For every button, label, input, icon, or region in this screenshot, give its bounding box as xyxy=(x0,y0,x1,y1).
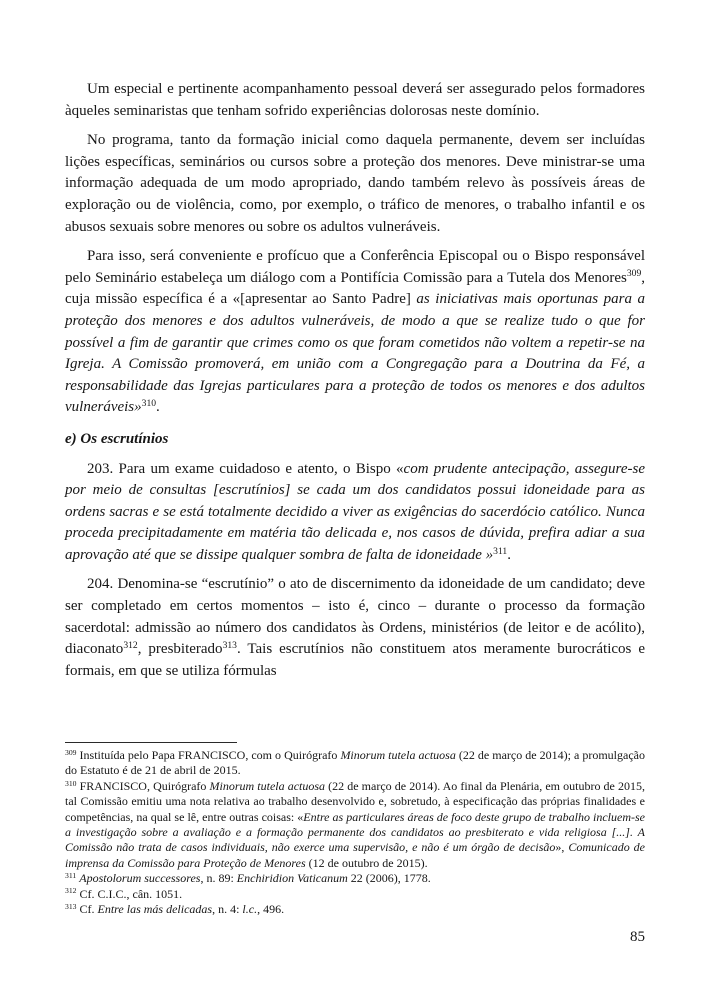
footnote-marker: 313 xyxy=(222,639,237,651)
text-run: », xyxy=(555,840,569,855)
text-run: , cuja missão específica é a «[apresentar ao Santo Padre] xyxy=(65,269,645,308)
paragraph xyxy=(65,246,645,419)
text-run: com prudente antecipação, assegure-se por meio de consultas [escrutínios] se cada um dos candidatos possui idoneidade para as ordens sacras e se está totalmente decidido a viver as exigências do sacerdócio católico. Nunca proceda precipitadamente em matéria tão delicada e, nos casos de dúvida, prefira adiar a sua aprovação até que se dissipe qualquer sombra de falta de idoneidade » xyxy=(65,460,645,563)
text-run: . Tais escrutínios não constituem atos meramente burocráticos e formais, em que se utiliza fórmulas xyxy=(65,641,645,679)
footnote xyxy=(65,779,645,871)
text-run: e) Os escrutínios xyxy=(65,430,169,447)
text-run: Enchiridion Vaticanum xyxy=(236,871,348,886)
text-run: l.c. xyxy=(242,902,258,917)
text-run: Um especial e pertinente acompanhamento pessoal deverá ser assegurado pelos formadores àqueles seminaristas que tenham sofrido experiências dolorosas neste domínio. xyxy=(65,81,645,119)
text-run: , n. 4: xyxy=(212,902,243,917)
text-run: Entre las más delicadas xyxy=(97,902,213,917)
footnote-marker: 312 xyxy=(65,886,77,896)
footnote xyxy=(65,871,645,886)
footnote-marker: 311 xyxy=(65,871,77,881)
text-run: Comunicado de imprensa da Comissão para Proteção de Menores xyxy=(65,840,646,870)
footnote-marker: 310 xyxy=(141,398,157,410)
footnote-section xyxy=(65,742,645,917)
text-run: Minorum tutela actuosa xyxy=(209,778,326,793)
paragraph xyxy=(65,130,645,238)
footnote xyxy=(65,748,645,779)
text-run: Para isso, será conveniente e profícuo que a Conferência Episcopal ou o Bispo responsável pelo Seminário estabeleça um diálogo com a Pontifícia Comissão para a Tutela dos Menores xyxy=(65,248,645,286)
text-run: Entre as particulares áreas de foco deste grupo de trabalho incluem-se a investigação sobre a avaliação e a formação permanente dos candidatos ao presbiterato e vida religiosa [...]. A Comissão não trata de casos individuais, não exerce uma supervisão, e não é um órgão de decisão xyxy=(65,809,646,855)
text-run: , 496. xyxy=(257,902,285,917)
footnote-marker: 312 xyxy=(123,639,138,651)
text-run: (22 de março de 2014). Ao final da Plenária, em outubro de 2015, tal Comissão emitiu uma nota relativa ao trabalho desenvolvido e, sobretudo, à especificação das próprias finalidades e competências, na qual se lê, entre outras coisas: « xyxy=(65,778,645,824)
text-run: 203. Para um exame cuidadoso e atento, o Bispo « xyxy=(87,460,404,477)
footnote-list xyxy=(65,748,645,917)
text-run: Minorum tutela actuosa xyxy=(340,748,456,762)
text-run: , n. 89: xyxy=(200,871,237,886)
text-run: 204. Denomina-se “escrutínio” o ato de discernimento da idoneidade de um candidato; deve ser completado em certos momentos – isto é, cinco – durante o processo da formação sacerdotal: admissão ao número dos candidatos às Ordens, ministérios (de leitor e de acólito), diaconato xyxy=(65,576,645,658)
paragraph xyxy=(65,574,645,682)
paragraph xyxy=(65,459,645,567)
text-run: , presbiterado xyxy=(137,641,223,658)
text-run: FRANCISCO, Quirógrafo xyxy=(76,778,210,793)
text-run: Cf. xyxy=(76,902,98,917)
text-run: (22 de março de 2014); a promulgação do Estatuto é de 21 de abril de 2015. xyxy=(65,748,645,778)
text-run: Apostolorum successores xyxy=(79,871,201,886)
text-run: Instituída pelo Papa FRANCISCO, com o Quirógrafo xyxy=(76,748,341,762)
footnote xyxy=(65,902,645,917)
footnote-marker: 313 xyxy=(65,901,77,911)
text-run: No programa, tanto da formação inicial como daquela permanente, devem ser incluídas lições específicas, seminários ou cursos sobre a proteção dos menores. Deve ministrar-se uma informação adequada de um modo apropriado, dando também relevo às possíveis áreas de exploração ou de violência, como, por exemplo, o tráfico de menores, o trabalho infantil e os abusos sexuais sobre menores ou sobre os adultos vulneráveis. xyxy=(65,132,645,235)
body-text xyxy=(65,79,645,690)
footnote-marker: 309 xyxy=(65,747,77,757)
paragraph xyxy=(65,79,645,122)
footnote xyxy=(65,887,645,902)
page-number: 85 xyxy=(630,929,645,945)
footnote-marker: 310 xyxy=(65,778,77,788)
text-run: (12 de outubro de 2015). xyxy=(305,855,428,870)
footnote-separator xyxy=(65,742,237,743)
text-run: as iniciativas mais oportunas para a proteção dos menores e dos adultos vulneráveis, de modo a que se realize tudo o que for possível a fim de garantir que crimes como os que foram cometidos não voltem a repetir-se na Igreja. A Comissão promoverá, em união com a Congregação para a Doutrina da Fé, a responsabilidade das Igrejas particulares para a proteção de todos os menores e dos adultos vulneráveis» xyxy=(65,291,645,416)
text-run: 22 (2006), 1778. xyxy=(347,871,431,886)
section-heading xyxy=(65,429,645,451)
footnote-marker: 311 xyxy=(493,545,508,557)
text-run: Cf. C.I.C., cân. 1051. xyxy=(76,886,183,901)
footnote-marker: 309 xyxy=(626,268,642,280)
text-run: . xyxy=(156,399,160,416)
text-run: . xyxy=(507,546,511,563)
